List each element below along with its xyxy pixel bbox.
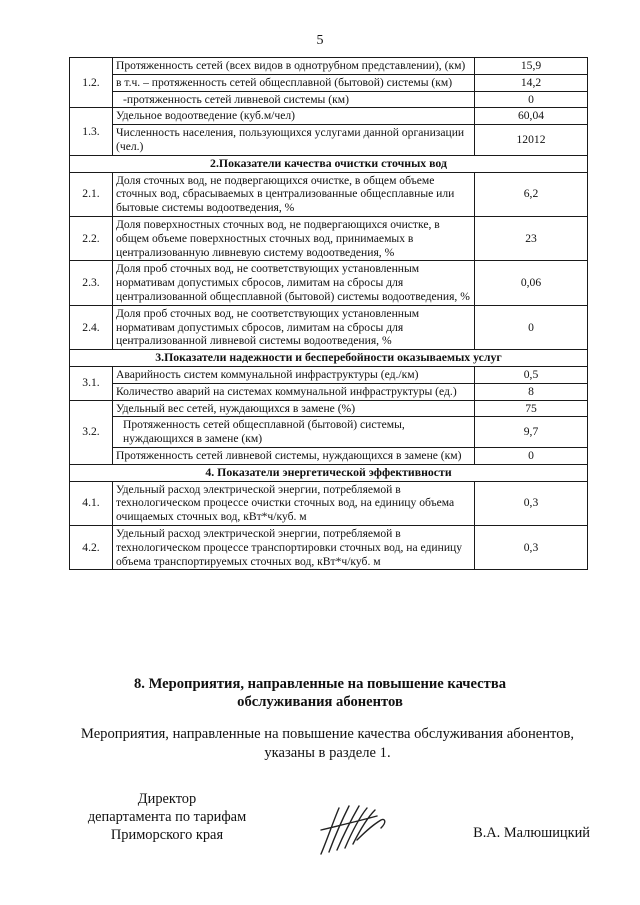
indicator-number: 4.2.: [70, 525, 113, 569]
section-title: 3.Показатели надежности и бесперебойности оказываемых услуг: [70, 350, 588, 367]
section-title: 2.Показатели качества очистки сточных вод: [70, 155, 588, 172]
indicator-number: 2.3.: [70, 261, 113, 305]
table-row: [70, 74, 588, 91]
table-row: [70, 261, 588, 305]
indicator-value: 0,3: [475, 481, 588, 525]
indicator-value: 9,7: [475, 417, 588, 448]
page-number: 5: [316, 33, 324, 48]
handwritten-signature: [315, 800, 395, 860]
indicator-description: Доля сточных вод, не подвергающихся очистке, в общем объеме сточных вод, сбрасываемых в централизованные общесплавные или бытовые системы водоотведения, %: [113, 172, 475, 216]
signatory-name: В.А. Малюшицкий: [473, 825, 590, 841]
indicator-number: 4.1.: [70, 481, 113, 525]
indicator-value: 23: [475, 216, 588, 260]
section-8-paragraph: [55, 725, 600, 763]
indicator-description: Аварийность систем коммунальной инфраструктуры (ед./км): [113, 366, 475, 383]
section-8-paragraph-line2: указаны в разделе 1.: [264, 745, 391, 761]
table-row: [70, 366, 588, 383]
indicator-value: 6,2: [475, 172, 588, 216]
table-row: [70, 447, 588, 464]
indicator-value: 0: [475, 305, 588, 349]
table-row: [70, 125, 588, 156]
section-8-heading: [0, 675, 640, 711]
indicator-description: Доля поверхностных сточных вод, не подвергающихся очистке, в общем объеме поверхностных сточных вод, принимаемых в централизованную ливневую систему водоотведения, %: [113, 216, 475, 260]
indicator-value: 15,9: [475, 58, 588, 75]
section-8-paragraph-line1: Мероприятия, направленные на повышение качества обслуживания абонентов,: [80, 726, 575, 742]
indicator-description: -протяженность сетей ливневой системы (км): [113, 91, 475, 108]
indicator-description: в т.ч. – протяженность сетей общесплавной (бытовой) системы (км): [113, 74, 475, 91]
table-row: [70, 417, 588, 448]
indicator-description: Протяженность сетей (всех видов в однотрубном представлении), (км): [113, 58, 475, 75]
indicator-description: Удельный расход электрической энергии, потребляемой в технологическом процессе транспортировки сточных вод, на единицу объема транспортируемых сточных вод, кВт*ч/куб. м: [113, 525, 475, 569]
indicators-table: [69, 57, 588, 570]
table-row: [70, 58, 588, 75]
indicator-value: 0,3: [475, 525, 588, 569]
table-section-row: [70, 155, 588, 172]
table-section-row: [70, 464, 588, 481]
indicator-description: Протяженность сетей общесплавной (бытовой) системы, нуждающихся в замене (км): [113, 417, 475, 448]
indicator-description: Протяженность сетей ливневой системы, нуждающихся в замене (км): [113, 447, 475, 464]
indicator-description: Удельный вес сетей, нуждающихся в замене (%): [113, 400, 475, 417]
table-section-row: [70, 350, 588, 367]
section-8-heading-line1: 8. Мероприятия, направленные на повышение качества: [133, 676, 506, 692]
indicator-number: 3.1.: [70, 366, 113, 400]
indicator-value: 8: [475, 383, 588, 400]
table-row: [70, 481, 588, 525]
indicator-description: Количество аварий на системах коммунальной инфраструктуры (ед.): [113, 383, 475, 400]
table-row: [70, 400, 588, 417]
signatory-title-line1: Директор: [137, 791, 197, 807]
indicator-number: 1.2.: [70, 58, 113, 108]
section-title: 4. Показатели энергетической эффективности: [70, 464, 588, 481]
indicators-table-body: [70, 58, 588, 570]
indicator-number: 2.2.: [70, 216, 113, 260]
table-row: [70, 108, 588, 125]
indicator-description: Удельное водоотведение (куб.м/чел): [113, 108, 475, 125]
indicator-value: 60,04: [475, 108, 588, 125]
indicator-number: 1.3.: [70, 108, 113, 155]
indicator-description: Доля проб сточных вод, не соответствующих установленным нормативам допустимых сбросов, лимитам на сбросы для централизованной общесплавной (бытовой) системы водоотведения, %: [113, 261, 475, 305]
table-row: [70, 216, 588, 260]
indicator-value: 0,06: [475, 261, 588, 305]
table-row: [70, 305, 588, 349]
indicator-value: 0: [475, 91, 588, 108]
signatory-title: [52, 790, 282, 844]
indicator-value: 14,2: [475, 74, 588, 91]
section-8-heading-line2: обслуживания абонентов: [237, 694, 403, 710]
table-row: [70, 91, 588, 108]
table-row: [70, 172, 588, 216]
indicator-value: 12012: [475, 125, 588, 156]
signatory-title-line2: департамента по тарифам: [87, 809, 247, 825]
table-row: [70, 525, 588, 569]
indicator-value: 75: [475, 400, 588, 417]
indicator-number: 3.2.: [70, 400, 113, 464]
indicator-number: 2.4.: [70, 305, 113, 349]
signatory-title-line3: Приморского края: [110, 827, 224, 843]
indicator-description: Доля проб сточных вод, не соответствующих установленным нормативам допустимых сбросов, лимитам на сбросы для централизованной ливневой системы водоотведения, %: [113, 305, 475, 349]
indicator-number: 2.1.: [70, 172, 113, 216]
indicator-description: Удельный расход электрической энергии, потребляемой в технологическом процессе очистки сточных вод, на единицу объема очищаемых сточных вод, кВт*ч/куб. м: [113, 481, 475, 525]
indicator-description: Численность населения, пользующихся услугами данной организации (чел.): [113, 125, 475, 156]
indicator-value: 0: [475, 447, 588, 464]
table-row: [70, 383, 588, 400]
indicator-value: 0,5: [475, 366, 588, 383]
